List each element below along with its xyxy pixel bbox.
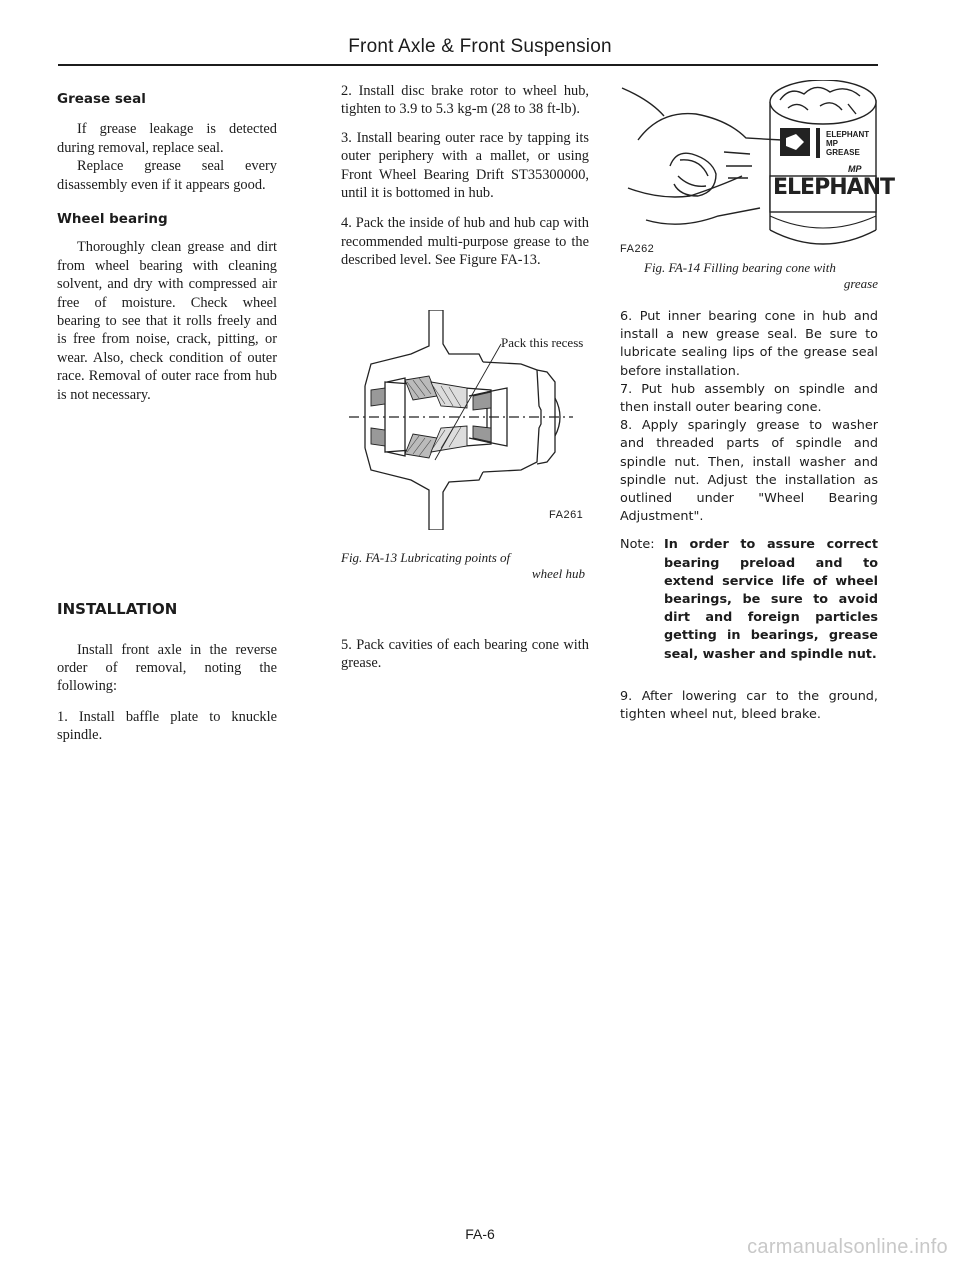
step-4: 4. Pack the inside of hub and hub cap with recommended multi-purpose grease to the described level. See Figure FA-13. [341,215,589,269]
page-number: FA-6 [465,1226,495,1242]
installation-intro: Install front axle in the reverse order of removal, noting the following: [57,641,277,695]
note-block [620,536,878,663]
grease-can-illustration [620,80,895,256]
note-label: Note: [620,537,655,553]
step-5: 5. Pack cavities of each bearing cone with grease. [341,636,589,672]
figure-code-fa261: FA261 [549,508,584,521]
installation-heading: INSTALLATION [57,600,178,619]
header-rule [58,64,878,66]
right-steps [620,308,878,724]
figure-fa14 [620,80,895,256]
figure-code-fa262: FA262 [620,243,655,255]
wheel-bearing-heading: Wheel bearing [57,211,168,228]
grease-seal-text-1: If grease leakage is detected during removal, replace seal. [57,121,277,156]
right-column [620,80,895,724]
step-6: 6. Put inner bearing cone in hub and install a new grease seal. Be sure to lubricate sealing lips of the grease seal before installation. [620,309,878,379]
middle-column [341,80,589,672]
figure-caption-fa13 [341,550,589,582]
figure-caption-fa14-line2: grease [843,276,878,291]
note-text: In order to assure correct bearing preload and to extend service life of wheel bearings, be sure to avoid dirt and foreign particles getting in bearings, grease seal, washer and spindle nut. [664,537,878,662]
can-label-3: GREASE [826,148,860,157]
wheel-bearing-text: Thoroughly clean grease and dirt from wheel bearing with cleaning solvent, and dry with compressed air free of moisture. Check wheel bearing to see that it rolls freely and is free from noise, crack, pitting, or wear. Also, check condition of outer race. Removal of outer race from hub is not necessary. [57,239,277,403]
can-mp-text: MP [848,164,862,174]
pack-recess-callout: Pack this recess [501,334,584,350]
step-7: 7. Put hub assembly on spindle and then install outer bearing cone. [620,381,878,416]
page-title: Front Axle & Front Suspension [348,36,612,57]
grease-seal-heading: Grease seal [57,91,146,107]
can-label-2: MP [826,139,838,148]
can-label-text [826,130,869,157]
step-9: 9. After lowering car to the ground, tighten wheel nut, bleed brake. [620,688,878,723]
step-3: 3. Install bearing outer race by tapping its outer periphery with a mallet, or using Front Wheel Bearing Drift ST35300000, until it is bottomed in hub. [341,129,589,202]
figure-caption-fa13-line1: Fig. FA-13 Lubricating points of [341,549,511,565]
step-2: 2. Install disc brake rotor to wheel hub, tighten to 3.9 to 5.3 kg-m (28 to 38 ft-lb). [341,83,589,118]
can-brand-text: ELEPHANT [773,175,895,200]
step-8: 8. Apply sparingly grease to washer and threaded parts of spindle and spindle nut. Then, install washer and spindle nut. Adjust the installation as outlined under "Wheel Bearing Adjustment". [620,418,878,525]
figure-caption-fa14 [620,260,878,292]
figure-caption-fa13-line2: wheel hub [531,565,585,581]
figure-caption-fa14-line1: Fig. FA-14 Filling bearing cone with [644,260,836,275]
figure-fa13 [341,310,589,530]
watermark: carmanualsonline.info [747,1236,948,1258]
left-column [57,80,277,745]
step-1: 1. Install baffle plate to knuckle spindle. [57,708,277,744]
can-label-1: ELEPHANT [826,130,870,139]
grease-seal-text-2: Replace grease seal every disassembly even if it appears good. [57,158,277,193]
